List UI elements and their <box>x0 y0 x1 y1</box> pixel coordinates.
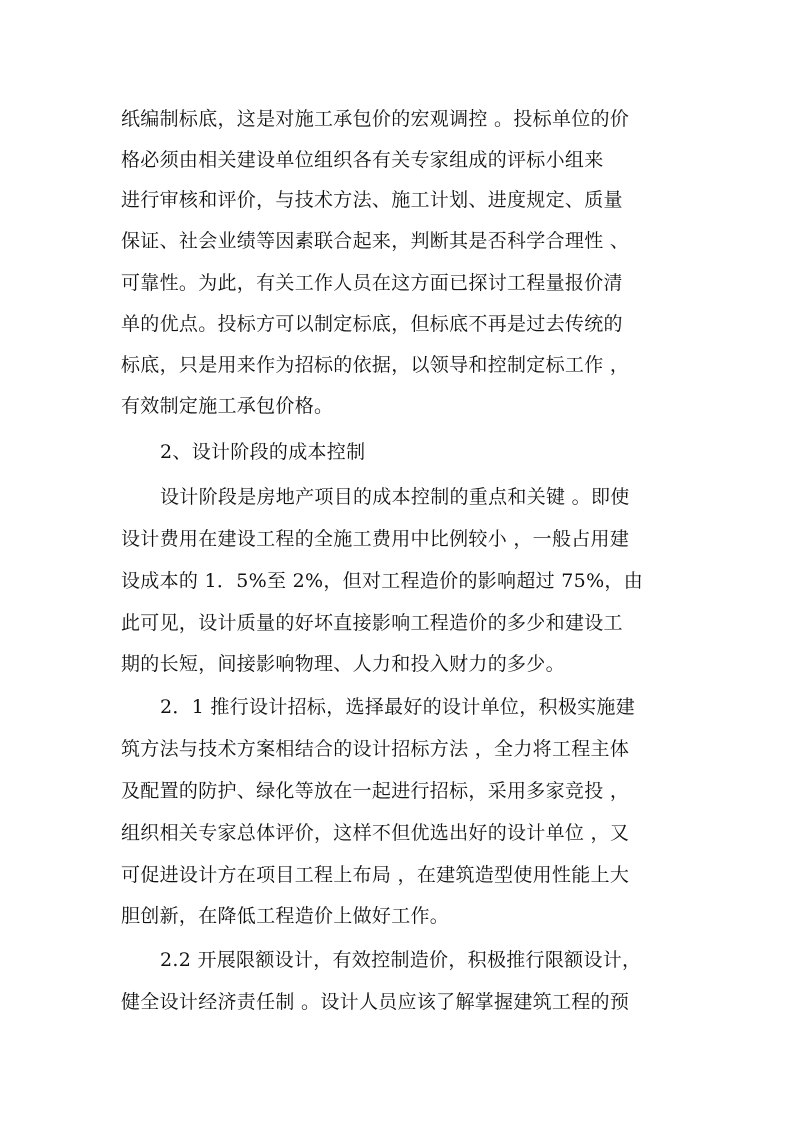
paragraph-start-line: 2.2 开展限额设计，有效控制造价，积极推行限额设计， <box>160 949 642 971</box>
text-line: 此可见，设计质量的好坏直接影响工程造价的多少和建设工 <box>121 612 623 634</box>
text-line: 胆创新，在降低工程造价上做好工作。 <box>121 905 450 927</box>
text-line: 期的长短，间接影响物理、人力和投入财力的多少。 <box>121 653 565 675</box>
text-line: 可促进设计方在项目工程上布局 ，在建筑造型使用性能上大 <box>121 864 630 886</box>
section-heading: 2、设计阶段的成本控制 <box>160 441 366 463</box>
text-line: 设计费用在建设工程的全施工费用中比例较小 ，一般占用建 <box>121 528 630 550</box>
text-line: 保证、社会业绩等因素联合起来，判断其是否科学合理性 、 <box>121 230 630 252</box>
paragraph-start-line: 2．1 推行设计招标，选择最好的设计单位，积极实施建 <box>160 696 636 718</box>
text-line: 可靠性。为此，有关工作人员在这方面已探讨工程量报价清 <box>121 272 623 294</box>
text-line: 健全设计经济责任制 。设计人员应该了解掌握建筑工程的预 <box>121 991 630 1013</box>
text-line: 有效制定施工承包价格。 <box>121 395 334 417</box>
text-line: 标底，只是用来作为招标的依据，以领导和控制定标工作 ， <box>121 354 630 376</box>
text-line: 筑方法与技术方案相结合的设计招标方法 ，全力将工程主体 <box>121 738 630 760</box>
text-line: 组织相关专家总体评价，这样不但优选出好的设计单位 ，又 <box>121 822 630 844</box>
text-line: 设成本的 1．5%至 2%，但对工程造价的影响超过 75%，由 <box>121 570 644 592</box>
text-line: 单的优点。投标方可以制定标底，但标底不再是过去传统的 <box>121 313 623 335</box>
paragraph-start-line: 设计阶段是房地产项目的成本控制的重点和关键 。即使 <box>160 486 630 508</box>
text-line: 进行审核和评价，与技术方法、施工计划、进度规定、质量 <box>121 189 623 211</box>
text-line: 格必须由相关建设单位组织各有关专家组成的评标小组来 <box>121 149 604 171</box>
text-line: 及配置的防护、绿化等放在一起进行招标，采用多家竞投 ， <box>121 780 630 802</box>
text-line: 纸编制标底，这是对施工承包价的宏观调控 。投标单位的价 <box>121 108 630 130</box>
